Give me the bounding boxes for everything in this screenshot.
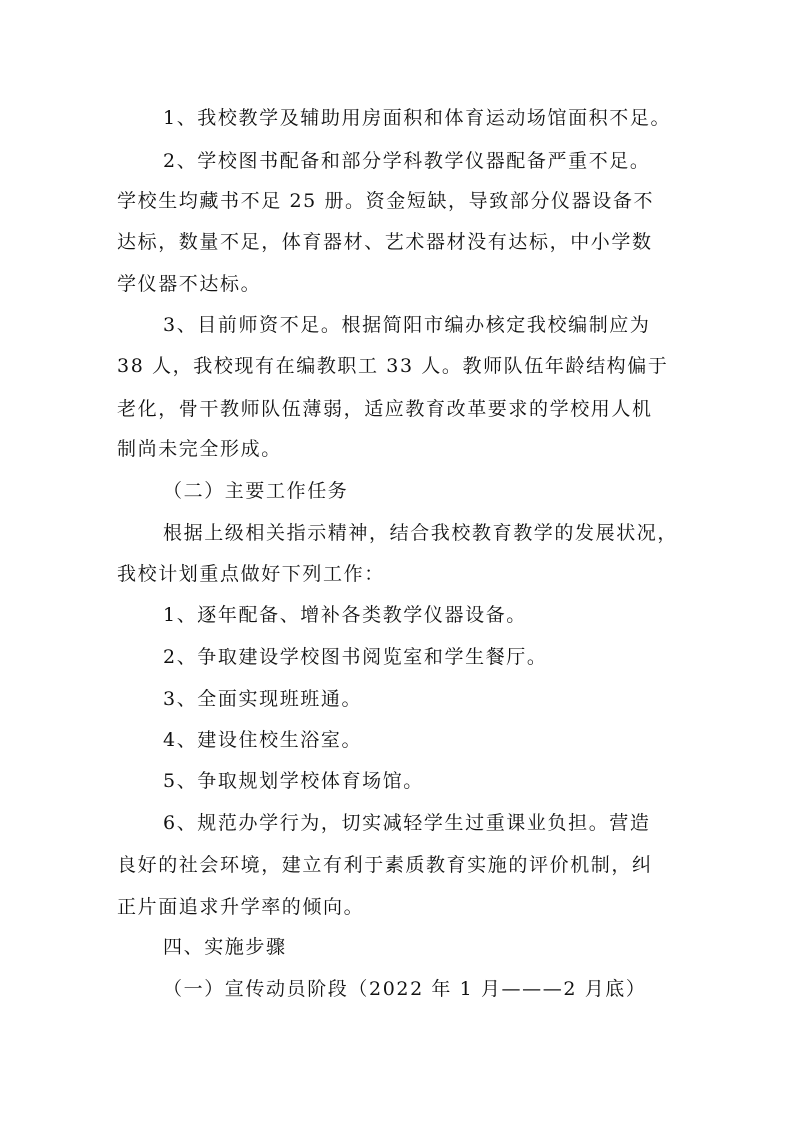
paragraph-line: 达标，数量不足，体育器材、艺术器材没有达标，中小学数 [117, 231, 653, 253]
list-item: 1、逐年配备、增补各类教学仪器设备。 [163, 604, 527, 626]
paragraph-line: 1、我校教学及辅助用房面积和体育运动场馆面积不足。 [163, 107, 672, 129]
list-item: 5、争取规划学校体育场馆。 [163, 770, 424, 792]
section-heading: （二）主要工作任务 [163, 480, 349, 502]
list-item: 6、规范办学行为，切实减轻学生过重课业负担。营造 [163, 812, 651, 834]
section-heading: 四、实施步骤 [163, 936, 287, 958]
paragraph-line: 38 人，我校现有在编教职工 33 人。教师队伍年龄结构偏于 [117, 355, 669, 377]
paragraph-line: 制尚未完全形成。 [117, 438, 282, 460]
list-item: 2、争取建设学校图书阅览室和学生餐厅。 [163, 646, 548, 668]
paragraph-line: 根据上级相关指示精神，结合我校教育教学的发展状况， [163, 522, 679, 544]
paragraph-line: 良好的社会环境，建立有利于素质教育实施的评价机制，纠 [117, 854, 653, 876]
list-item: 4、建设住校生浴室。 [163, 729, 363, 751]
paragraph-line: 正片面追求升学率的倾向。 [117, 896, 365, 918]
paragraph-line: 老化，骨干教师队伍薄弱，适应教育改革要求的学校用人机 [117, 398, 653, 420]
section-heading: （一）宣传动员阶段（2022 年 1 月———2 月底） [163, 978, 647, 1000]
list-item: 3、全面实现班班通。 [163, 688, 363, 710]
paragraph-line: 学仪器不达标。 [117, 273, 262, 295]
paragraph-line: 2、学校图书配备和部分学科教学仪器配备严重不足。 [163, 150, 651, 172]
paragraph-line: 学校生均藏书不足 25 册。资金短缺，导致部分仪器设备不 [117, 190, 655, 212]
paragraph-line: 3、目前师资不足。根据简阳市编办核定我校编制应为 [163, 314, 651, 336]
paragraph-line: 我校计划重点做好下列工作： [117, 563, 385, 585]
